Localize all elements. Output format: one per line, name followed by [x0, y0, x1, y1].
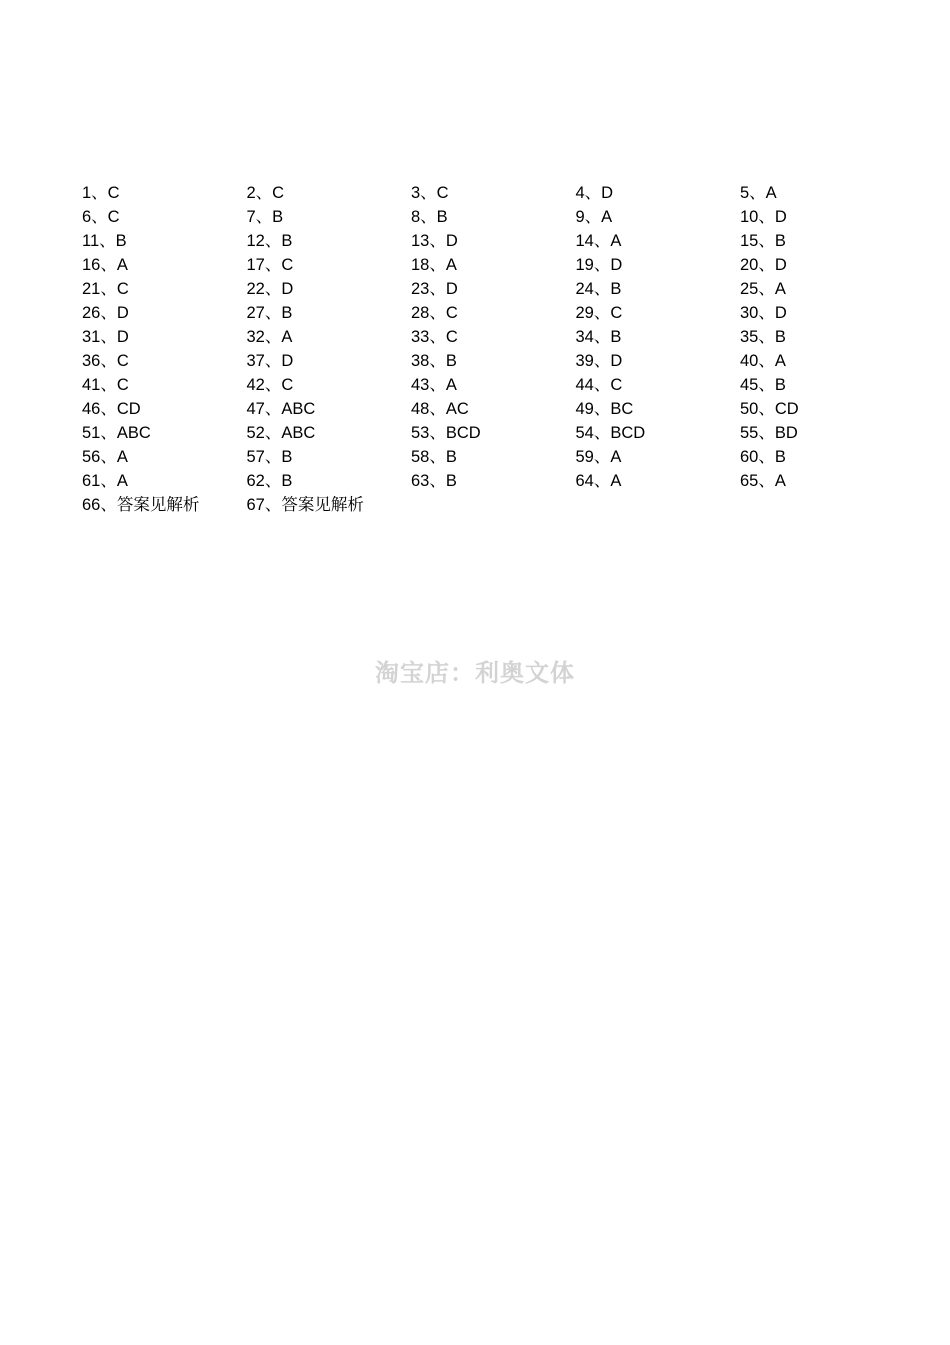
answer-item: 10、D	[740, 208, 787, 226]
answer-item: 5、A	[740, 184, 777, 202]
answer-item: 67、答案见解析	[246, 496, 364, 514]
answer-item: 28、C	[411, 304, 458, 322]
answer-row	[82, 205, 912, 229]
answer-item: 45、B	[740, 376, 786, 394]
answer-item: 37、D	[246, 352, 294, 370]
answer-item: 66、答案见解析	[82, 496, 200, 514]
answer-item: 42、C	[246, 376, 294, 394]
answer-item: 49、BC	[575, 400, 634, 418]
answer-item: 41、C	[82, 376, 129, 394]
answer-item: 40、A	[740, 352, 786, 370]
answer-row	[82, 469, 912, 493]
answer-row	[82, 445, 912, 469]
answer-item: 48、AC	[411, 400, 469, 418]
answer-item: 32、A	[246, 328, 293, 346]
answer-item: 27、B	[246, 304, 293, 322]
answer-item: 33、C	[411, 328, 458, 346]
answer-item: 43、A	[411, 376, 457, 394]
answer-item: 17、C	[246, 256, 294, 274]
answer-item: 2、C	[246, 184, 285, 202]
answer-row	[82, 181, 912, 205]
answer-item: 9、A	[575, 208, 613, 226]
answer-item: 47、ABC	[246, 400, 316, 418]
answer-item: 55、BD	[740, 424, 798, 442]
answer-item: 3、C	[411, 184, 449, 202]
answer-item: 15、B	[740, 232, 786, 250]
answer-item: 62、B	[246, 472, 293, 490]
answer-item: 64、A	[575, 472, 622, 490]
answer-item: 24、B	[575, 280, 622, 298]
answer-item: 51、ABC	[82, 424, 151, 442]
answer-item: 65、A	[740, 472, 786, 490]
answer-item: 54、BCD	[575, 424, 646, 442]
answer-row	[82, 277, 912, 301]
answer-item: 25、A	[740, 280, 786, 298]
answer-item: 61、A	[82, 472, 128, 490]
answer-item: 7、B	[246, 208, 284, 226]
answer-item: 21、C	[82, 280, 129, 298]
answer-item: 59、A	[575, 448, 622, 466]
answer-row	[82, 325, 912, 349]
answer-item: 13、D	[411, 232, 458, 250]
answer-item: 60、B	[740, 448, 786, 466]
answer-row	[82, 253, 912, 277]
answer-row	[82, 493, 912, 517]
answer-item: 20、D	[740, 256, 787, 274]
answer-item: 14、A	[575, 232, 622, 250]
answer-item: 6、C	[82, 208, 120, 226]
answer-row	[82, 229, 912, 253]
answer-item: 22、D	[246, 280, 294, 298]
answer-item: 35、B	[740, 328, 786, 346]
answer-row	[82, 373, 912, 397]
answer-item: 31、D	[82, 328, 129, 346]
answer-item: 19、D	[575, 256, 623, 274]
answer-item: 16、A	[82, 256, 128, 274]
answer-item: 4、D	[575, 184, 614, 202]
answer-item: 8、B	[411, 208, 448, 226]
answer-row	[82, 301, 912, 325]
answer-item: 26、D	[82, 304, 129, 322]
answer-key-grid	[82, 181, 912, 517]
answer-item: 11、B	[82, 232, 127, 250]
answer-item: 29、C	[575, 304, 623, 322]
answer-item: 23、D	[411, 280, 458, 298]
answer-item: 39、D	[575, 352, 623, 370]
answer-item: 58、B	[411, 448, 457, 466]
answer-item: 63、B	[411, 472, 457, 490]
answer-item: 46、CD	[82, 400, 141, 418]
answer-row	[82, 349, 912, 373]
answer-item: 57、B	[246, 448, 293, 466]
answer-row	[82, 397, 912, 421]
answer-item: 52、ABC	[246, 424, 316, 442]
answer-item: 53、BCD	[411, 424, 481, 442]
answer-item: 30、D	[740, 304, 787, 322]
answer-item: 34、B	[575, 328, 622, 346]
answer-item: 36、C	[82, 352, 129, 370]
answer-item: 18、A	[411, 256, 457, 274]
watermark: 淘宝店：利奥文体	[375, 658, 575, 687]
answer-item: 38、B	[411, 352, 457, 370]
answer-item: 12、B	[246, 232, 293, 250]
answer-item: 50、CD	[740, 400, 799, 418]
answer-item: 44、C	[575, 376, 623, 394]
answer-row	[82, 421, 912, 445]
answer-item: 1、C	[82, 184, 120, 202]
answer-item: 56、A	[82, 448, 128, 466]
